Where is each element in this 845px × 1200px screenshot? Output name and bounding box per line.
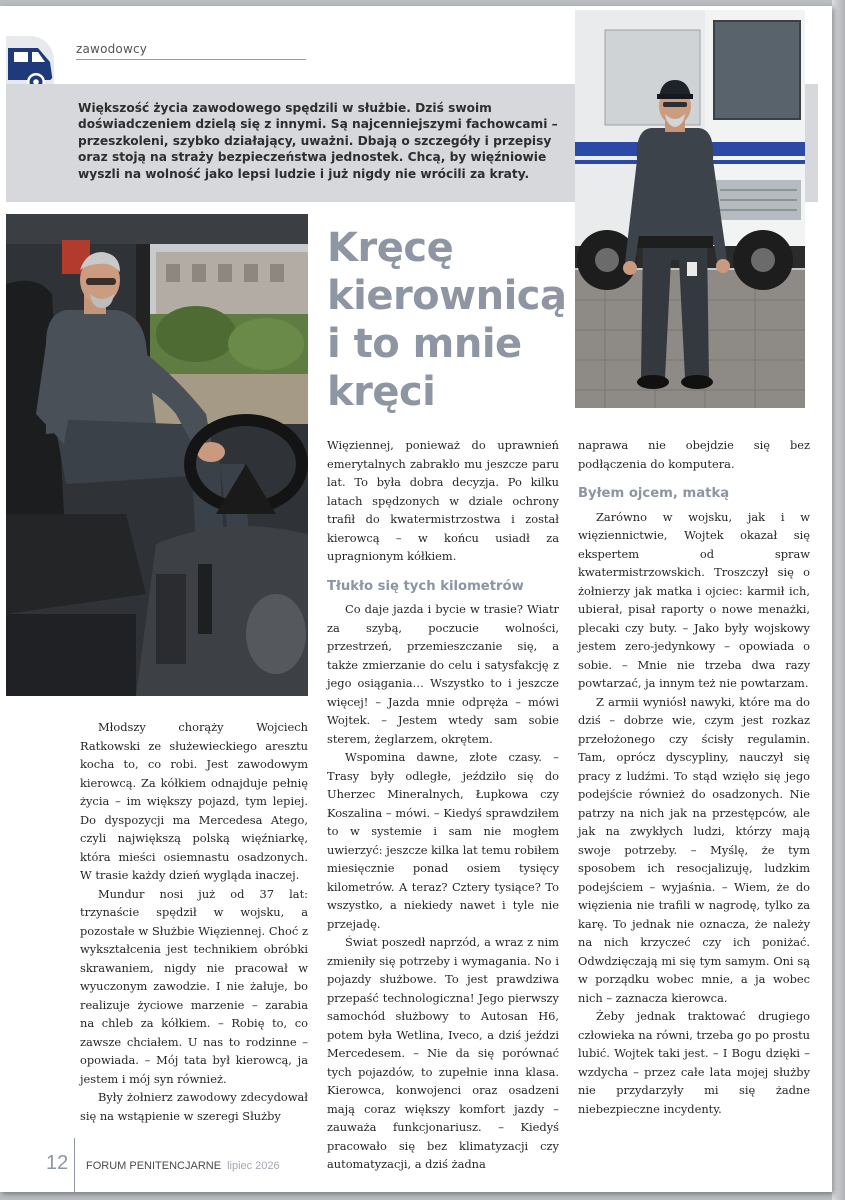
issue-date: lipiec 2026	[227, 1160, 280, 1172]
body-paragraph: Co daje jazda i bycie w trasie? Wiatr za szybą, poczucie wolności, przestrzeń, przemieszczanie się, a także zmierzanie do celu i satysfakcję z jego osiągania… Wszystko to i jeszcze więcej! – Jazda mnie odpręża – mówi Wojtek. – Jestem wtedy sam sobie sterem, żeglarzem, okrętem.	[327, 602, 559, 746]
article-column-3	[578, 436, 810, 1118]
photo-driver-at-wheel	[6, 214, 308, 696]
lead-paragraph: Większość życia zawodowego spędzili w służbie. Dziś swoim doświadczeniem dzielą się z innymi. Są najcenniejszymi fachowcami – przeszkoleni, szybko działający, uważni. Dbają o szczegóły i przepisy oraz stoją na straży bezpieczeństwa jednostek. Chcą, by więźniowie wyszli na wolność jako lepsi ludzie i już nigdy nie wrócili za kraty.	[78, 101, 558, 181]
article-column-1	[80, 718, 308, 1125]
headline-line: i to mnie	[327, 321, 522, 367]
footer-magazine-info	[86, 1160, 280, 1172]
body-paragraph: Były żołnierz zawodowy zdecydował się na wstąpienie w szeregi Służby	[80, 1090, 308, 1123]
body-paragraph: Wspomina dawne, złote czasy. – Trasy były odległe, jeździło się do Uherzec Mineralnych, Łupkowa czy Koszalina – mówi. – Kiedyś sprawdziłem to w systemie i sam nie mogłem uwierzyć: jeszcze kilka lat temu robiłem miesięcznie ponad osiem tysięcy kilometrów. A teraz? Cztery tysiące? To wszystko, a niekiedy nawet i tyle nie przejadę.	[327, 750, 559, 931]
body-paragraph: Zarówno w wojsku, jak i w więziennictwie, Wojtek okazał się ekspertem od spraw kwatermistrzowskich. Troszczył się o żołnierzy jak matka i ojciec: karmił ich, ubierał, pisał raporty o nowe menażki, plecaki czy buty. – Jako były wojskowy jestem zero-jedynkowy – opowiada o sobie. – Mnie nie trzeba dwa razy powtarzać, ja innym też nie powtarzam.	[578, 509, 810, 690]
article-column-2	[327, 436, 559, 1174]
page-number: 12	[46, 1152, 69, 1174]
body-paragraph: Z armii wyniósł nawyki, które ma do dziś – dobrze wie, czym jest rozkaz przełożonego czy ścisły regulamin. Tam, oprócz dyscypliny, nauczył się pracy z ludźmi. To stąd wzięło się jego podejście również do osadzonych. Nie patrzy na nich jak na przestępców, ale jak na zwykłych ludzi, którzy mają swoje potrzeby. – Myślę, że tym sposobem ich resocjalizuję, ludzkim podejściem – wyjaśnia. – Wiem, że do więzienia nie trafili w nagrodę, tylko za karę. To jednak nie oznacza, że należy na nich krzyczeć czy ich poniżać. Odwdzięczają mi się tym samym. Oni są w porządku wobec mnie, a ja wobec nich – zaznacza kierowca.	[578, 694, 810, 1005]
section-rule	[76, 59, 306, 60]
body-paragraph: Młodszy chorąży Wojciech Ratkowski ze służewieckiego aresztu kocha to, co robi. Jest zawodowym kierowcą. Za kółkiem odnajduje pełnię życia – im większy pojazd, tym lepiej. Do dyspozycji ma Mercedesa Atego, czyli największą polską więźniarkę, która mieści osiemnastu osadzonych. W trasie każdy dzień wygląda inaczej.	[80, 720, 308, 882]
body-paragraph: Żeby jednak traktować drugiego człowieka na równi, trzeba go po prostu lubić. Wojtek taki jest. – I Bogu dzięki – wzdycha – przez całe lata mojej służby nie przydarzyły mi się żadne niebezpieczne incydenty.	[578, 1009, 810, 1116]
footer-divider	[74, 1138, 75, 1192]
body-paragraph: Więziennej, ponieważ do uprawnień emerytalnych zabrakło mu jeszcze paru lat. To była dobra decyzja. Po kilku latach spędzonych w dziale ochrony trafił do kwatermistrzostwa i został kierowcą – w końcu usiadł za upragnionym kółkiem.	[327, 438, 559, 563]
headline-line: kierownicą	[327, 273, 567, 319]
headline-line: Kręcę	[327, 225, 454, 271]
photo-officer-by-van	[575, 10, 805, 408]
article-headline	[327, 224, 572, 416]
body-paragraph: Mundur nosi już od 37 lat: trzynaście spędził w wojsku, a pozostałe w Służbie Więziennej. Choć z wykształcenia jest technikiem obróbki skrawaniem, nigdy nie pracował w wyuczonym zawodzie. I nie żałuje, bo realizuje życiowe marzenie – zarabia na chleb za kółkiem. – Robię to, co zawsze chciałem. U nas to rodzinne – opowiada. – Mój tata był kierowcą, ja jestem i mój syn również.	[80, 886, 308, 1086]
subheading: Tłukło się tych kilometrów	[327, 578, 524, 594]
headline-line: kręci	[327, 369, 436, 415]
magazine-name: FORUM PENITENCJARNE	[86, 1160, 222, 1172]
section-label: zawodowcy	[76, 42, 148, 56]
subheading: Byłem ojcem, matką	[578, 486, 730, 501]
body-paragraph: Świat poszedł naprzód, a wraz z nim zmieniły się potrzeby i wymagania. No i pojazdy służbowe. To jest prawdziwa przepaść technologiczna! Jego pierwszy samochód służbowy to Autosan H6, potem była Wetlina, Iveco, a dziś jeździ Mercedesem. – Nie da się porównać tych pojazdów, to zupełnie inna klasa. Kierowca, konwojenci oraz osadzeni mają coraz większy komfort jazdy – zauważa funkcjonariusz. – Kiedyś pracowało się bez klimatyzacji czy automatyzacji, a dziś żadna	[327, 935, 559, 1171]
magazine-page-edge	[832, 0, 845, 1200]
magazine-page	[0, 6, 832, 1192]
body-paragraph: naprawa nie obejdzie się bez podłączenia do komputera.	[578, 438, 810, 471]
